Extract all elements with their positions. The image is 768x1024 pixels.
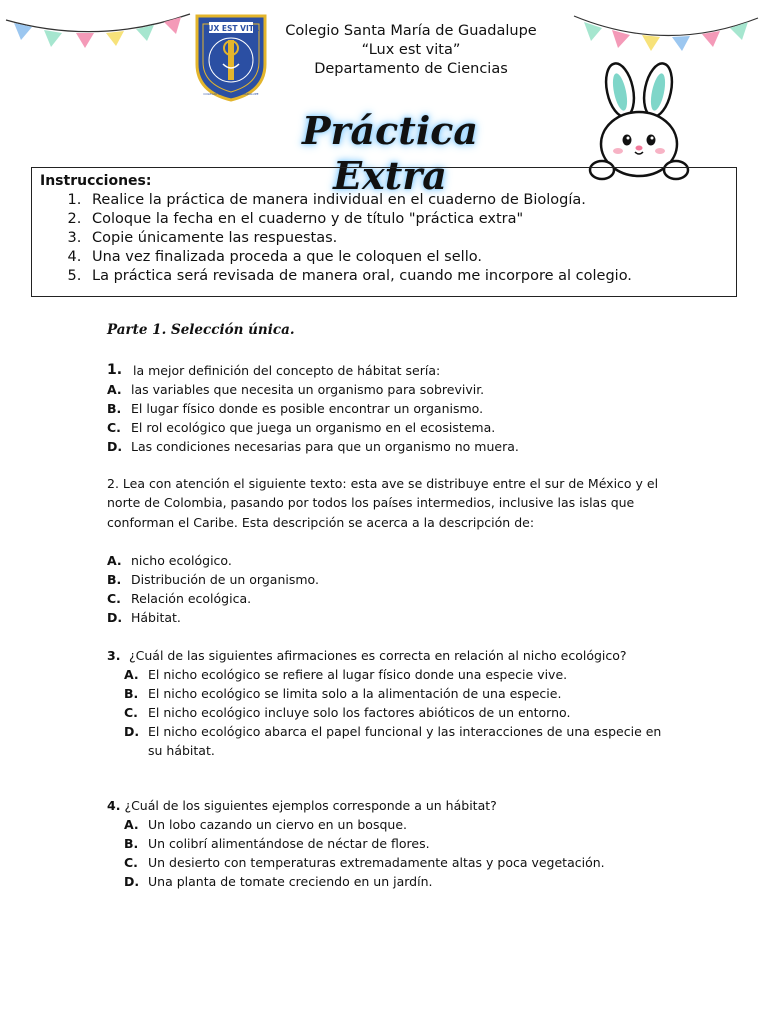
question-text: la mejor definición del concepto de hábitat sería:: [133, 363, 441, 378]
page-title: Práctica Extra: [301, 108, 479, 198]
option-letter: B.: [124, 686, 139, 702]
question-2-stem: [107, 474, 667, 532]
option-letter: A.: [107, 382, 122, 398]
instruction-item: 2. Coloque la fecha en el cuaderno y de título "práctica extra": [86, 210, 728, 229]
instruction-item: 3. Copie únicamente las respuestas.: [86, 229, 728, 248]
option-a: [107, 380, 667, 399]
option-text: El nicho ecológico incluye solo los factores abióticos de un entorno.: [148, 705, 571, 721]
question-text: ¿Cuál de los siguientes ejemplos corresponde a un hábitat?: [124, 798, 497, 813]
option-text: El nicho ecológico abarca el papel funcional y las interacciones de una especie en su hábitat.: [148, 724, 662, 759]
option-d: [124, 722, 667, 760]
question-1-stem: [107, 361, 667, 380]
option-text: nicho ecológico.: [131, 553, 232, 569]
option-d: [124, 872, 667, 891]
instruction-item: 1. Realice la práctica de manera individual en el cuaderno de Biología.: [86, 191, 728, 210]
option-c: [124, 853, 667, 872]
question-3-stem: [107, 646, 667, 665]
option-text: El nicho ecológico se refiere al lugar físico donde una especie vive.: [148, 667, 568, 683]
school-logo: [193, 12, 269, 108]
option-c: [107, 589, 667, 608]
option-b: [124, 834, 667, 853]
option-text: Las condiciones necesarias para que un organismo no muera.: [131, 439, 519, 455]
part1-title: Parte 1. Selección única.: [107, 322, 295, 338]
school-header: [270, 22, 552, 79]
option-text: Un colibrí alimentándose de néctar de flores.: [148, 836, 430, 852]
bunny-icon: [588, 62, 692, 182]
instructions-heading: Instrucciones:: [40, 173, 152, 189]
option-letter: D.: [107, 439, 123, 455]
school-name: Colegio Santa María de Guadalupe: [285, 23, 537, 39]
question-number: 1.: [107, 362, 123, 378]
question-3: [107, 646, 667, 760]
instructions-list: [40, 191, 728, 286]
bunting-left: [4, 6, 192, 54]
option-b: [107, 399, 667, 418]
option-letter: C.: [107, 420, 121, 436]
option-d: [107, 608, 667, 627]
option-letter: C.: [124, 855, 138, 871]
option-text: El lugar físico donde es posible encontrar un organismo.: [131, 401, 484, 417]
option-d: [107, 437, 667, 456]
option-letter: C.: [124, 705, 138, 721]
option-letter: B.: [107, 572, 122, 588]
option-letter: D.: [124, 874, 140, 890]
option-letter: B.: [124, 836, 139, 852]
option-text: Un lobo cazando un ciervo en un bosque.: [148, 817, 407, 833]
bunting-left-icon: [4, 6, 192, 54]
question-text: ¿Cuál de las siguientes afirmaciones es correcta en relación al nicho ecológico?: [129, 648, 627, 663]
option-text: las variables que necesita un organismo para sobrevivir.: [131, 382, 485, 398]
option-b: [107, 570, 667, 589]
department-name: Departamento de Ciencias: [314, 61, 508, 77]
option-c: [124, 703, 667, 722]
logo-motto: LUX EST VITA: [202, 24, 260, 33]
option-text: El nicho ecológico se limita solo a la alimentación de una especie.: [148, 686, 562, 702]
instruction-item: 5. La práctica será revisada de manera oral, cuando me incorpore al colegio.: [86, 267, 728, 286]
option-letter: D.: [107, 610, 123, 626]
option-a: [124, 665, 667, 684]
bunting-right: [572, 10, 760, 58]
option-b: [124, 684, 667, 703]
instruction-item: 4. Una vez finalizada proceda a que le coloquen el sello.: [86, 248, 728, 267]
option-a: [107, 551, 667, 570]
option-letter: D.: [124, 724, 140, 740]
option-text: Relación ecológica.: [131, 591, 252, 607]
question-4: [107, 796, 667, 891]
instructions-box: [31, 167, 737, 297]
question-4-stem: [107, 796, 667, 815]
school-motto: “Lux est vita”: [361, 42, 461, 58]
question-2: [107, 474, 667, 627]
question-number: 2.: [107, 476, 119, 491]
option-text: Un desierto con temperaturas extremadamente altas y poca vegetación.: [148, 855, 605, 871]
question-number: 3.: [107, 648, 121, 663]
option-letter: B.: [107, 401, 122, 417]
option-letter: A.: [107, 553, 122, 569]
option-a: [124, 815, 667, 834]
option-text: Hábitat.: [131, 610, 181, 626]
question-1: [107, 361, 667, 456]
option-text: El rol ecológico que juega un organismo en el ecosistema.: [131, 420, 496, 436]
option-letter: A.: [124, 817, 139, 833]
option-text: Una planta de tomate creciendo en un jardín.: [148, 874, 433, 890]
option-letter: A.: [124, 667, 139, 683]
shield-logo-icon: [193, 12, 269, 104]
option-letter: C.: [107, 591, 121, 607]
question-text: Lea con atención el siguiente texto: esta ave se distribuye entre el sur de México y el norte de Colombia, pasando por todos los países intermedios, inclusive las islas que conforman el Caribe. Esta descripción se acerca a la descripción de:: [107, 476, 659, 530]
bunting-right-icon: [572, 10, 760, 58]
question-number: 4.: [107, 798, 121, 813]
option-text: Distribución de un organismo.: [131, 572, 319, 588]
option-c: [107, 418, 667, 437]
logo-ring-text: COLEGIO STA MARIA DE GUADALUPE: [203, 92, 259, 96]
